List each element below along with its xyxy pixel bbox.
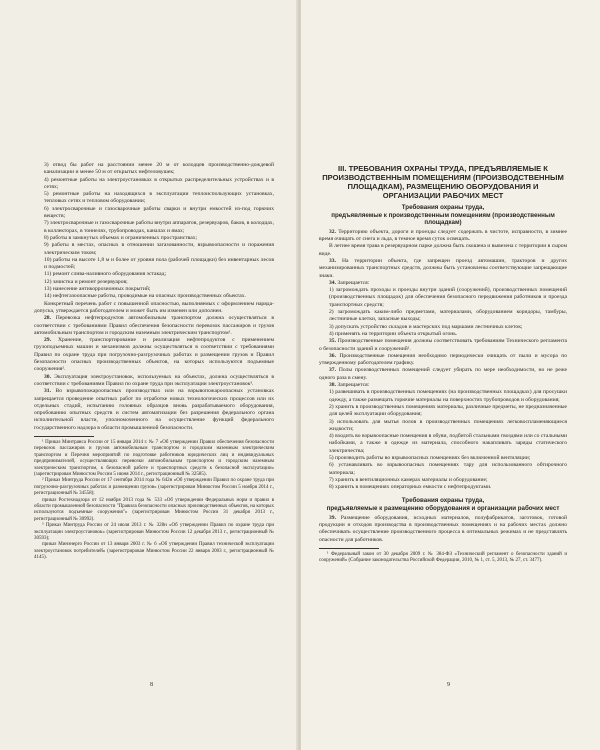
paragraph-text: 2) хранить в производственных помещениях материалы, различные предметы, не предназначенные для целей эксплуатации оборудования; (329, 403, 567, 418)
paragraph (319, 229, 567, 244)
paragraph (34, 279, 274, 286)
subsection-heading-1 (319, 204, 567, 227)
clause-number: 37. (329, 367, 336, 374)
footnote: ¹ Приказ Минтранса России от 15 января 2014 г. № 7 «Об утверждении Правил обеспечения безопасности перевозок пассажиров и грузов автомобильным транспортом и городским наземным электрическим транспортом и Перечня мероприятий по подготовке работников юридических лиц и индивидуальных предпринимателей, осуществляющих перевозки автомобильным транспортом и городским наземным электрическим транспортом, к безопасной работе и транспортных средств к безопасной эксплуатации» (зарегистрирован Минюстом России 5 июня 2014 г., регистрационный № 32585). (34, 439, 274, 478)
right-paragraphs-2 (319, 515, 567, 544)
paragraph (34, 388, 274, 432)
paragraph-text: Производственные помещения необходимо периодически очищать от пыли и мусора по утвержденному работодателем графику. (319, 352, 568, 367)
paragraph-text: 7) электросварочные и газосварочные работы внутри аппаратов, резервуаров, баков, в колодцах, в коллекторах, в тоннелях, трубопроводах, каналах и ямах; (44, 220, 274, 234)
clause-number: 39. (329, 514, 336, 521)
paragraph-text: 3) допускать устройство складов и мастерских под маршами лестничных клеток; (329, 323, 523, 330)
paragraph-text: Запрещается: (337, 382, 370, 389)
paragraph-text: В летнее время трава в резервуарном парке должна быть скошена и вывезена с территории в сыром виде. (319, 243, 567, 257)
paragraph (319, 353, 567, 368)
page-number-left: 8 (150, 682, 153, 688)
paragraph-text: 7) хранить в вентиляционных камерах материалы и оборудование; (329, 476, 488, 483)
clause-number: 31. (44, 388, 51, 395)
subsection-heading-1-line2: предъявляемые к производственным помещениям (производственным площадкам) (331, 211, 555, 227)
paragraph (34, 271, 274, 278)
paragraph-text: 9) работы в местах, опасных в отношении загазованности, взрывоопасности и поражения электрическим током; (44, 242, 274, 256)
paragraph (34, 177, 274, 192)
paragraph-text: Производственные помещения должны соответствовать требованиям Технического регламента о безопасности зданий и сооружений¹. (319, 338, 567, 352)
footnote: ¹ Федеральный закон от 30 декабря 2009 г. № 384-ФЗ «Технический регламент о безопасности зданий и сооружений» (Собрание законодательства Российской Федерации, 2010, № 1, ст. 5, 2013, № 27, ст. 3477). (319, 551, 567, 564)
footnote: ² Приказ Минтруда России от 17 сентября 2014 года № 642н «Об утверждении Правил по охране труда при погрузочно-разгрузочных работах и размещении грузов» (зарегистрирован Минюстом России 5 ноября 2014 г., регистрационный № 34558); (34, 478, 274, 497)
paragraph-text: 6) устанавливать во взрывоопасных помещениях тару для использованного обтирочного материала; (329, 462, 567, 476)
paragraph-text: 14) нефтегазоопасные работы, проводимые на опасных производственных объектах. (44, 293, 246, 300)
paragraph-text: Эксплуатация электроустановок, используемых на объектах, должна осуществляться в соответствии с требованиями Правил по охране труда при эксплуатации электроустановок³. (34, 373, 274, 387)
paragraph (34, 337, 274, 373)
paragraph (34, 257, 274, 272)
paragraph (319, 338, 567, 353)
paragraph (34, 301, 274, 316)
paragraph-text: 3) использовать для мытья полов в производственных помещениях легковоспламеняющиеся жидкости; (329, 418, 567, 432)
paragraph-text: 6) электросварочные и газосварочные работы сварки и внутри емкостей из-под горючих веществ; (44, 205, 274, 220)
paragraph-text: 11) ремонт слива-наливного оборудования эстакад; (44, 271, 167, 278)
paragraph-text: 2) загромождать каким-либо предметами, материалами, оборудованием коридоры, тамбуры, лестничные клетки, запасные выходы; (329, 309, 567, 323)
section-heading: III. ТРЕБОВАНИЯ ОХРАНЫ ТРУДА, ПРЕДЪЯВЛЯЕМЫЕ К ПРОИЗВОДСТВЕННЫМ ПОМЕЩЕНИЯМ (ПРОИЗВОДСТВЕННЫМ ПЛОЩАДКАМ), РАЗМЕЩЕНИЮ ОБОРУДОВАНИЯ И ОРГАНИЗАЦИИ РАБОЧИХ МЕСТ (322, 164, 564, 200)
paragraph (319, 367, 567, 382)
left-column (34, 162, 274, 562)
paragraph (34, 374, 274, 389)
paragraph-text: 12) зачистка и ремонт резервуаров; (44, 278, 128, 285)
paragraph (319, 258, 567, 280)
paragraph-text: 1) развешивать в производственных помещениях (на производственных площадках) для просушки одежду, а также размещать горючие материалы на поверхностях трубопроводов и оборудования; (329, 389, 567, 403)
paragraph-text: Хранение, транспортирование и реализация нефтепродуктов с применением грузоподъемных машин и механизмов должны осуществляться в соответствии с требованиями Правил по охране труда при погрузочно-разгрузочных работах и размещении грузов и Правил безопасности опасных производственных объектов, на которых используются подъемные сооружения². (34, 337, 274, 373)
paragraph-text: 10) работы на высоте 1,8 м и более от уровня пола (рабочей площадки) без инвентарных лесов и подмостей; (44, 256, 274, 271)
right-page (301, 0, 600, 750)
paragraph (319, 484, 567, 491)
paragraph (34, 162, 274, 177)
paragraph-text: 13) нанесение антикоррозионных покрытий; (44, 286, 151, 293)
paragraph (319, 243, 567, 258)
subsection-heading-2-line1: Требования охраны труда, (401, 497, 485, 505)
paragraph-text: Территорию объекта, дороги и проезды следует содержать в чистоте, исправности, в зимнее время очищать от снега и льда, в темное время суток освещать. (319, 228, 567, 243)
footnote-rule (319, 548, 379, 549)
clause-number: 38. (329, 382, 336, 389)
subsection-heading-1-line1: Требования охраны труда, (401, 204, 485, 211)
paragraph (34, 206, 274, 221)
subsection-heading-2-line2: предъявляемые к размещению оборудования и организации рабочих мест (326, 505, 560, 513)
clause-number: 32. (329, 228, 336, 235)
paragraph-text: Конкретный перечень работ с повышенной опасностью, выполняемых с оформлением наряда-допуска, утверждается работодателем и может быть им изменен или дополнен. (34, 300, 274, 314)
paragraph-text: На территории объекта, где запрещен проезд автомашин, тракторов и других механизированных транспортных средств, должны быть установлены соответствующие запрещающие знаки. (319, 257, 567, 279)
paragraph-text: 8) работы в замкнутых объемах и ограниченных пространствах; (44, 234, 198, 241)
paragraph-text: 4) входить во взрывоопасные помещения в обуви, подбитой стальными гвоздями или со стальными набойками, а также в одежде из материала, способного накапливать заряды статического электричества; (329, 433, 567, 454)
paragraph (34, 242, 274, 257)
footnote: ³ Приказ Минтруда России от 24 июля 2013 г. № 328н «Об утверждении Правил по охране труда при эксплуатации электроустановок» (зарегистрирован Минюстом России 12 декабря 2013 г., регистрационный № 30593); (34, 523, 274, 542)
paragraph-text: 1) загромождать проходы и проезды внутри зданий (сооружений), производственных помещений (производственных площадок) для обеспечения безопасного передвижения работников и проезда транспортных средств; (329, 287, 567, 308)
paragraph-text: 5) ремонтные работы на находящихся в эксплуатации теплоиспользующих установках, тепловых сетях и тепловом оборудовании; (44, 191, 274, 205)
paragraph-text: Полы производственных помещений следует убирать по мере необходимости, но не реже одного раза в смену. (319, 367, 567, 381)
paragraph (319, 515, 567, 544)
paragraph-text: 5) производить работы во взрывоопасных помещениях без включенной вентиляции; (329, 454, 531, 461)
clause-number: 36. (329, 352, 336, 359)
page-number-right: 9 (447, 682, 450, 688)
paragraph (319, 462, 567, 477)
paragraph-text: 8) хранить в помещениях операторных емкости с нефтепродуктами. (329, 484, 492, 491)
paragraph (319, 287, 567, 309)
paragraph (34, 293, 274, 300)
footnote: приказ Минэнерго России от 13 января 2003 г. № 6 «Об утверждении Правил технической эксплуатации электроустановок потребителей» (зарегистрирован Минюстом России 22 января 2003 г., регистрационный № 4145). (34, 542, 274, 561)
clause-number: 29. (44, 337, 51, 344)
right-column (319, 164, 567, 565)
paragraph (319, 389, 567, 404)
paragraph (319, 419, 567, 434)
paragraph-text: 3) отвод бы работ на расстоянии менее 20 м от колодцев производственно-дождевой канализации и менее 50 м от открытых нефтеловушек; (44, 162, 274, 176)
paragraph (34, 220, 274, 235)
paragraph-text: 4) ремонтные работы на электроустановках в открытых распределительных устройствах и в сетях; (44, 176, 274, 190)
clause-number: 35. (329, 338, 336, 345)
paragraph (319, 433, 567, 455)
right-paragraphs-1 (319, 229, 567, 492)
footnote: приказ Ростехнадзора от 12 ноября 2013 года № 533 «Об утверждении Федеральных норм и правил в области промышленной безопасности "Правила безопасности опасных производственных объектов, на которых используются подъемные сооружения"» (зарегистрирован Минюстом России 31 декабря 2013 г., регистрационный № 30992). (34, 497, 274, 522)
left-page (0, 0, 299, 750)
paragraph (319, 324, 567, 331)
paragraph (319, 404, 567, 419)
footnote-rule (34, 436, 94, 437)
paragraph (319, 309, 567, 324)
subsection-heading-2 (319, 497, 567, 512)
paragraph-text: Во взрывопожароопасных производствах или на взрывопожароопасных установках запрещается проведение опытных работ по отработке новых технологических процессов или их отдельных стадий, испытанию головных образцов вновь разрабатываемого оборудования, опробованию опытных средств и систем автоматизации без разрешения федерального органа исполнительной власти, уполномоченного на осуществление функций федерального государственного надзора в области промышленной безопасности. (34, 388, 274, 431)
clause-number: 28. (44, 315, 51, 322)
paragraph-text: Запрещается: (337, 279, 370, 286)
paragraph-text: Перевозка нефтепродуктов автомобильным транспортом должна осуществляться в соответствии с требованиями Правил обеспечения безопасности перевозок пассажиров и грузов автомобильным транспортом и городским наземным электрическим транспортом¹. (34, 315, 274, 336)
clause-number: 34. (329, 279, 336, 286)
paragraph-text: Размещение оборудования, исходных материалов, полуфабрикатов, заготовок, готовой продукции и отходов производства в производственных помещениях и на рабочих местах должно обеспечивать осуществление производственного процесса в оптимальных режимах и не представлять опасности для работников. (319, 514, 567, 543)
right-footnotes (319, 552, 567, 565)
paragraph (34, 315, 274, 337)
clause-number: 30. (44, 373, 51, 380)
paragraph (34, 191, 274, 206)
clause-number: 33. (329, 257, 336, 264)
paragraph-text: 4) применять на территории объекта открытый огонь. (329, 330, 458, 337)
